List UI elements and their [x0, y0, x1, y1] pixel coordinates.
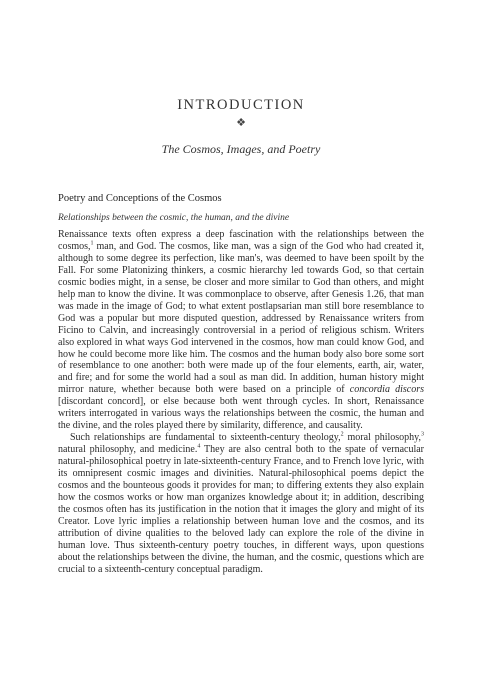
fleuron-ornament-icon: ❖: [236, 117, 246, 129]
footnote-ref-3: 3: [421, 431, 424, 438]
paragraph-1-text-c: [discordant concord], or else because both went through cycles. In short, Renaissance writers interrogated in various ways the relationships between the cosmic, the human and the divine, and the roles played there by similarity, difference, and causality.: [58, 396, 424, 432]
footnote-ref-2: 2: [340, 431, 344, 438]
paragraph-1-text-b: man, and God. The cosmos, like man, was a sign of the God who had created it, although to some degree its perfection, like man's, was deemed to have been spoilt by the Fall. For some Platonizing thinkers, a cosmic hierarchy led towards God, so that certain cosmic bodies might, in a sense, be closer and more similar to God than others, and might help man to know the divine. It was commonplace to observe, after Genesis 1.26, that man was made in the image of God; to what extent postlapsarian man still bore resemblance to God was a popular but more disputed question, addressed by Renaissance writers from Ficino to Calvin, and increasingly controversial in a period of religious schism. Writers also explored in what ways God intervened in the cosmos, how man could know God, and how he could become more like him. The cosmos and the human body also bore some sort of resemblance to one another: both were made up of the four elements, earth, air, water, and fire; and for some the world had a soul as man did. In addition, human history might mirror nature, whether because both were based on a principle of: [58, 240, 424, 396]
latin-phrase: concordia discors: [349, 384, 424, 396]
subsection-heading: Relationships between the cosmic, the human, and the divine: [58, 213, 290, 223]
body-text: [58, 229, 424, 576]
chapter-title: INTRODUCTION: [177, 97, 305, 113]
chapter-subtitle: The Cosmos, Images, and Poetry: [161, 142, 321, 156]
paragraph-2-text-a: Such relationships are fundamental to sixteenth-century theology,: [70, 432, 341, 444]
paragraph-2-text-d: They are also central both to the spate of vernacular natural-philosophical poetry in late-sixteenth-century France, and to French love lyric, with its omnipresent cosmic images and divinities. Natural-philosophical poems depict the cosmos and the bounteous goods it provides for man; to differing extents they also explain how the cosmos works or how man organizes knowledge about it; in addition, describing the cosmos often has its justification in the notion that it images the glory and might of its Creator. Love lyric implies a relationship between human love and the cosmos, and its attribution of divine qualities to the beloved lady can explore the role of the divine in human love. Thus sixteenth-century poetry touches, in different ways, upon questions about the relationships between the divine, the human, and the cosmic, questions which are crucial to a sixteenth-century conceptual paradigm.: [58, 444, 425, 575]
paragraph-1: [58, 229, 424, 432]
footnote-ref-4: 4: [197, 443, 201, 450]
paragraph-2-text-b: moral philosophy,: [343, 432, 421, 444]
paragraph-1-text-a: Renaissance texts often express a deep fascination with the relationships between the cosmos,: [58, 229, 424, 252]
paragraph-2: [58, 432, 424, 575]
paragraph-2-text-c: natural philosophy, and medicine.: [58, 444, 198, 456]
section-heading: Poetry and Conceptions of the Cosmos: [58, 193, 222, 204]
footnote-ref-1: 1: [90, 240, 94, 247]
